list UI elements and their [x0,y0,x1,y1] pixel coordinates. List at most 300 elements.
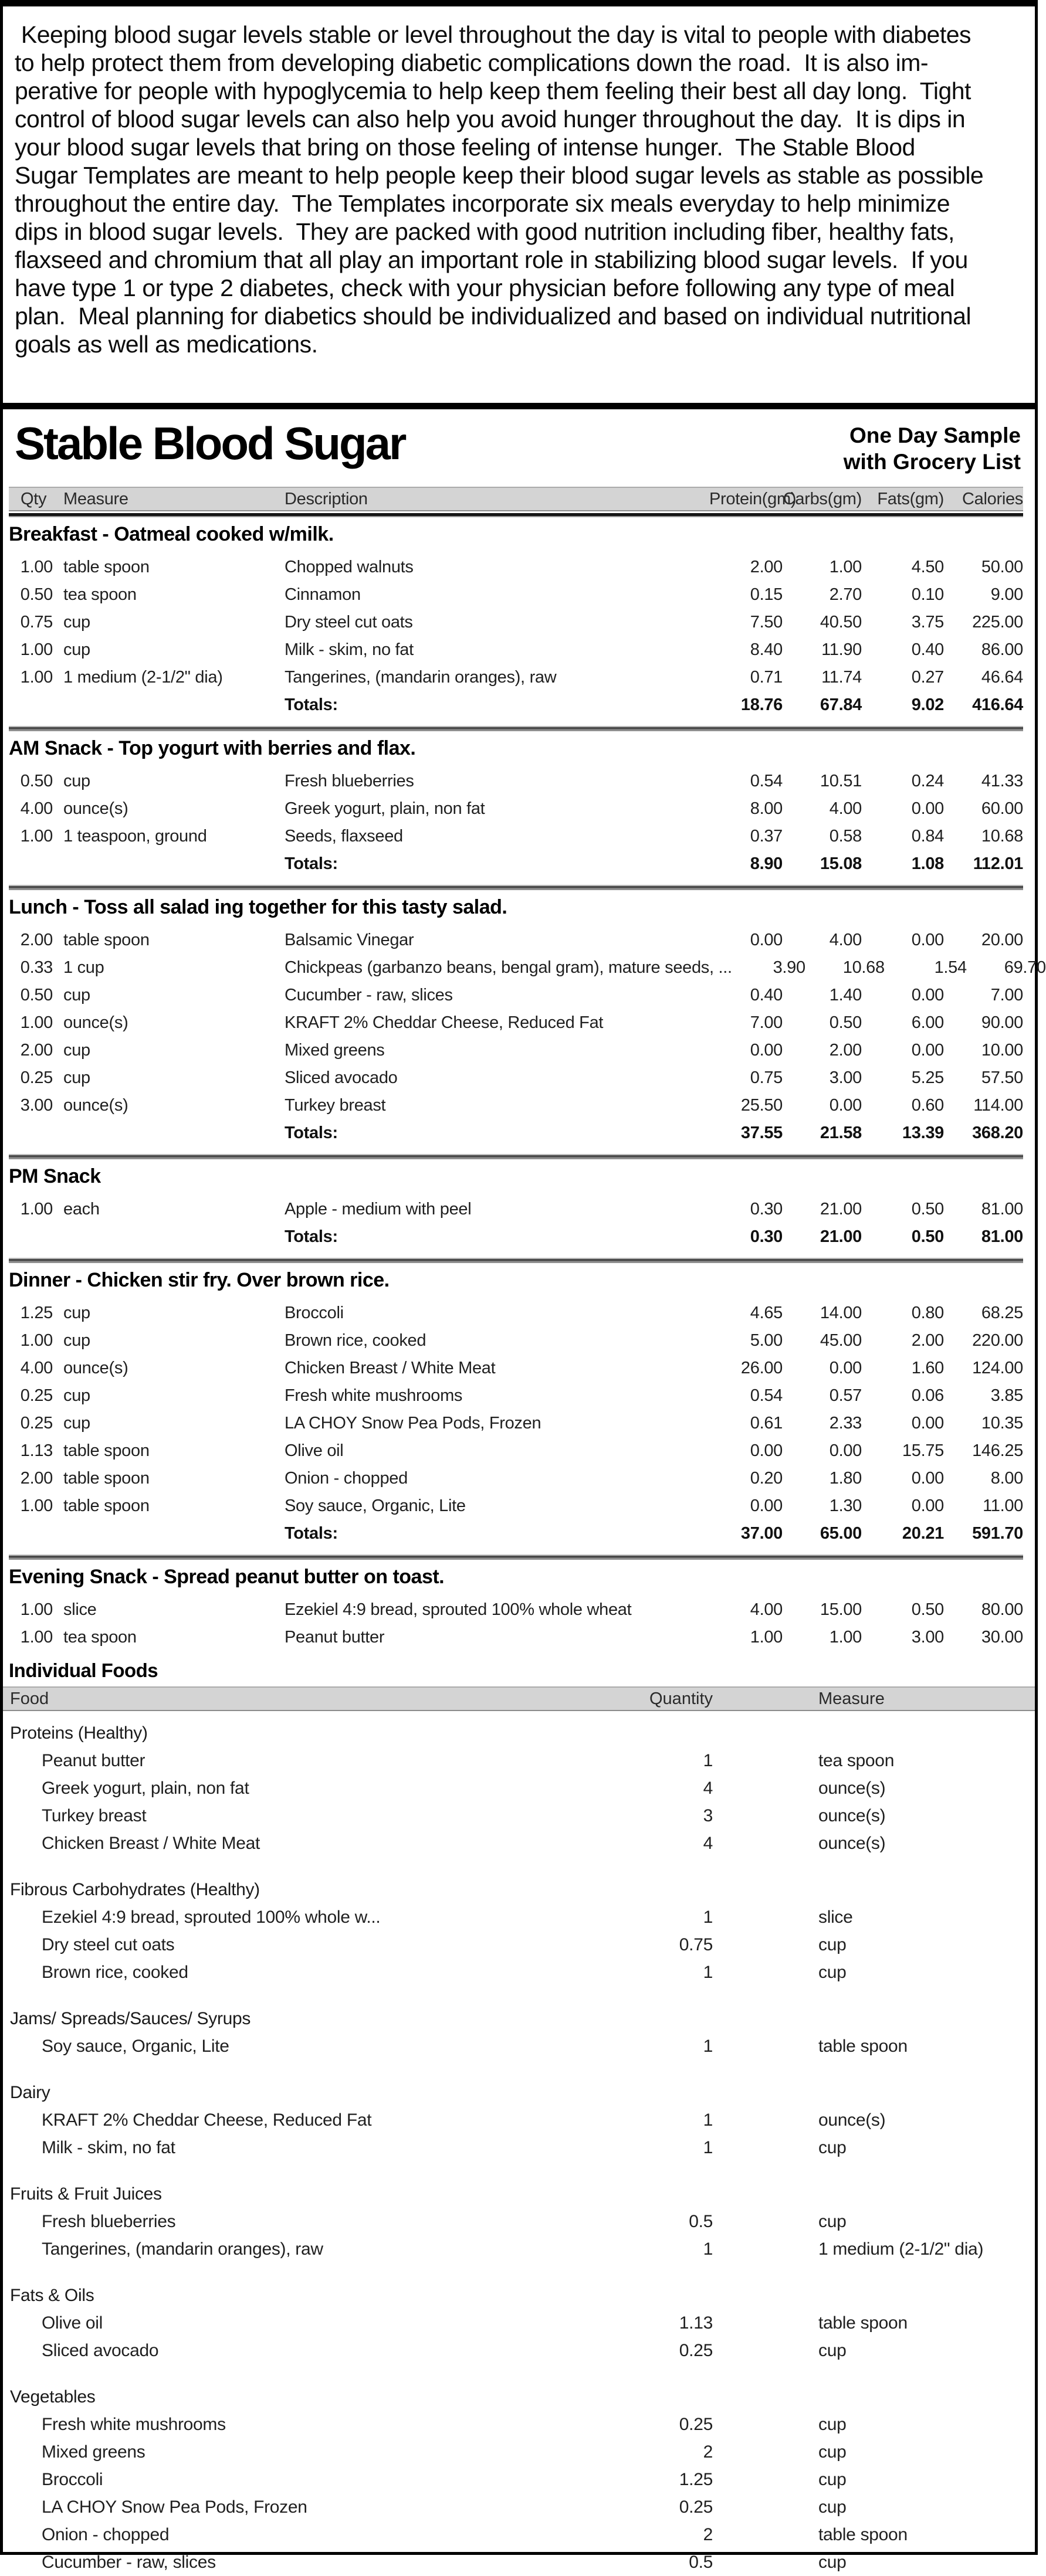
qty-cell: 4.00 [20,799,53,818]
measure-cell: table spoon [63,931,150,949]
protein-cell: 2.00 [750,558,783,576]
calories-cell: 90.00 [981,1013,1023,1032]
measure-cell: cup [818,2552,847,2572]
totals-calories: 368.20 [972,1124,1023,1142]
intro-line: perative for people with hypoglycemia to help keep them feeling their best all day long. Tight [15,77,971,104]
table-row [9,1596,1023,1624]
food-item-row [3,2235,1035,2263]
calories-cell: 3.85 [990,1386,1023,1405]
food-item-row [3,2134,1035,2161]
measure-cell: cup [818,1934,847,1954]
description-cell: Greek yogurt, plain, non fat [285,799,485,818]
description-cell: Fresh white mushrooms [285,1386,463,1405]
quantity-cell: 4 [703,1833,713,1853]
qty-cell: 0.75 [20,613,53,632]
column-header-calories: Calories [962,489,1023,508]
measure-cell: each [63,1200,100,1219]
protein-cell: 4.65 [750,1304,783,1322]
protein-cell: 0.00 [750,1441,783,1460]
calories-cell: 10.35 [981,1414,1023,1433]
carbs-cell: 0.00 [829,1096,862,1115]
table-row [9,581,1023,609]
intro-line: throughout the entire day. The Templates incorporate six meals everyday to help minimize [15,190,950,217]
table-row [9,1382,1023,1410]
fats-cell: 0.00 [911,931,944,949]
intro-line: goals as well as medications. [15,331,318,358]
protein-cell: 7.00 [750,1013,783,1032]
intro-line: have type 1 or type 2 diabetes, check with your physician before following any type of meal [15,274,955,301]
measure-cell: cup [63,986,90,1004]
protein-cell: 0.15 [750,585,783,604]
table-row [9,823,1023,850]
food-category-name: Fruits & Fruit Juices [10,2184,162,2204]
measure-cell: ounce(s) [63,1096,128,1115]
description-cell: Onion - chopped [285,1469,408,1488]
totals-row [9,1520,1023,1547]
totals-row [9,1119,1023,1147]
food-item-row [3,2106,1035,2134]
food-category-name: Fats & Oils [10,2285,94,2305]
protein-cell: 1.00 [750,1628,783,1647]
measure-cell: cup [818,2211,847,2231]
meal-section-rows [9,1299,1023,1547]
calories-cell: 41.33 [981,772,1023,790]
description-cell: Seeds, flaxseed [285,827,403,846]
quantity-cell: 1 [703,2239,713,2259]
table-row [9,1624,1023,1651]
individual-foods-table [3,1686,1035,2576]
food-cell: Fresh white mushrooms [42,2414,226,2434]
description-cell: Brown rice, cooked [285,1331,426,1350]
food-cell: Mixed greens [42,2442,145,2462]
table-row [9,1492,1023,1520]
food-category-name: Dairy [10,2082,50,2102]
food-category-name: Jams/ Spreads/Sauces/ Syrups [10,2008,251,2028]
quantity-cell: 0.25 [679,2340,713,2360]
meal-section-rows [9,768,1023,878]
table-row [9,795,1023,823]
measure-cell: ounce(s) [818,1778,886,1798]
description-cell: LA CHOY Snow Pea Pods, Frozen [285,1414,541,1433]
carbs-cell: 3.00 [829,1068,862,1087]
description-cell: Olive oil [285,1441,344,1460]
table-row [9,1437,1023,1465]
totals-label: Totals: [285,1124,338,1142]
totals-protein: 8.90 [750,854,783,873]
protein-cell: 0.61 [750,1414,783,1433]
measure-cell: cup [63,1414,90,1433]
quantity-cell: 3 [703,1805,713,1825]
carbs-cell: 14.00 [820,1304,862,1322]
table-row [9,982,1023,1009]
qty-cell: 1.00 [20,1600,53,1619]
description-cell: Sliced avocado [285,1068,398,1087]
food-item-row [3,1747,1035,1774]
table-row [9,768,1023,795]
description-cell: KRAFT 2% Cheddar Cheese, Reduced Fat [285,1013,604,1032]
food-category-name: Proteins (Healthy) [10,1723,148,1743]
totals-fats: 1.08 [911,854,944,873]
quantity-cell: 0.75 [679,1934,713,1954]
carbs-cell: 10.68 [842,958,885,977]
description-cell: Balsamic Vinegar [285,931,414,949]
qty-cell: 0.33 [20,958,53,977]
description-cell: Apple - medium with peel [285,1200,472,1219]
food-item-row [3,1959,1035,1986]
totals-protein: 37.55 [740,1124,783,1142]
column-header-description: Description [285,489,368,508]
qty-cell: 1.00 [20,827,53,846]
qty-cell: 2.00 [20,931,53,949]
measure-cell: ounce(s) [818,1805,886,1825]
section-divider [9,1258,1023,1263]
meal-table [3,487,1046,1651]
calories-cell: 124.00 [972,1359,1023,1377]
food-item-row [3,1903,1035,1931]
table-row [9,926,1023,954]
calories-cell: 60.00 [981,799,1023,818]
measure-cell: table spoon [818,2036,908,2056]
measure-cell: cup [63,772,90,790]
quantity-cell: 1 [703,1907,713,1927]
food-item-row [3,2548,1035,2576]
quantity-cell: 1 [703,1750,713,1770]
measure-cell: table spoon [818,2524,908,2544]
individual-foods-body [3,1719,1035,2576]
qty-cell: 2.00 [20,1041,53,1060]
totals-carbs: 21.58 [820,1124,862,1142]
meal-section-rows [9,1596,1023,1651]
food-item-row [3,1774,1035,1802]
totals-protein: 0.30 [750,1227,783,1246]
food-cell: Cucumber - raw, slices [42,2552,216,2572]
food-cell: Onion - chopped [42,2524,170,2544]
qty-cell: 1.13 [20,1441,53,1460]
fats-cell: 0.00 [911,986,944,1004]
measure-cell: cup [63,1386,90,1405]
page-subtitle [844,419,1021,475]
column-header-protein: Protein(gm) [709,489,797,508]
fats-cell: 0.84 [911,827,944,846]
qty-cell: 1.00 [20,640,53,659]
protein-cell: 5.00 [750,1331,783,1350]
protein-cell: 26.00 [740,1359,783,1377]
carbs-cell: 0.00 [829,1359,862,1377]
carbs-cell: 4.00 [829,931,862,949]
qty-cell: 1.00 [20,558,53,576]
description-cell: Tangerines, (mandarin oranges), raw [285,668,557,687]
table-row [9,554,1023,581]
meal-sections [9,523,1046,1651]
fats-cell: 0.24 [911,772,944,790]
measure-cell: cup [63,1331,90,1350]
quantity-cell: 1 [703,1962,713,1982]
measure-cell: slice [63,1600,97,1619]
intro-line: dips in blood sugar levels. They are packed with good nutrition including fiber, healthy fats, [15,218,954,245]
measure-cell: 1 teaspoon, ground [63,827,207,846]
description-cell: Chicken Breast / White Meat [285,1359,496,1377]
measure-cell: cup [63,1304,90,1322]
food-item-row [3,2411,1035,2438]
measure-cell: 1 medium (2-1/2" dia) [63,668,223,687]
calories-cell: 220.00 [972,1331,1023,1350]
food-item-row [3,1830,1035,1857]
title-row [3,409,1035,475]
qty-cell: 3.00 [20,1096,53,1115]
intro-line: plan. Meal planning for diabetics should be individualized and based on individual nutritional [15,303,971,330]
meal-section-title: AM Snack - Top yogurt with berries and flax. [9,737,416,759]
measure-cell: slice [818,1907,853,1927]
food-cell: Fresh blueberries [42,2211,176,2231]
measure-cell: cup [818,2442,847,2462]
measure-cell: table spoon [63,1496,150,1515]
protein-cell: 0.00 [750,931,783,949]
food-cell: Turkey breast [42,1805,147,1825]
protein-cell: 0.54 [750,772,783,790]
measure-cell: 1 medium (2-1/2" dia) [818,2239,984,2259]
description-cell: Cinnamon [285,585,361,604]
food-cell: Milk - skim, no fat [42,2137,175,2157]
qty-cell: 1.00 [20,1496,53,1515]
quantity-cell: 2 [703,2442,713,2462]
qty-cell: 0.50 [20,585,53,604]
measure-cell: tea spoon [818,1750,895,1770]
measure-cell: cup [818,2340,847,2360]
food-cell: Olive oil [42,2313,103,2333]
measure-cell: cup [818,1962,847,1982]
fats-cell: 0.06 [911,1386,944,1405]
individual-foods-header [3,1686,1035,1711]
totals-row [9,850,1023,878]
protein-cell: 7.50 [750,613,783,632]
table-row [9,664,1023,691]
intro-line: Sugar Templates are meant to help people keep their blood sugar levels as stable as possible [15,162,984,189]
totals-protein: 18.76 [740,695,783,714]
fats-cell: 3.00 [911,1628,944,1647]
fats-cell: 0.80 [911,1304,944,1322]
calories-cell: 20.00 [981,931,1023,949]
protein-cell: 0.37 [750,827,783,846]
food-cell: Dry steel cut oats [42,1934,175,1954]
intro-line: to help protect them from developing diabetic complications down the road. It is also im- [15,49,929,76]
fats-cell: 6.00 [911,1013,944,1032]
fats-cell: 0.40 [911,640,944,659]
table-row [9,1299,1023,1327]
totals-carbs: 67.84 [820,695,862,714]
calories-cell: 50.00 [981,558,1023,576]
totals-label: Totals: [285,854,338,873]
food-cell: Broccoli [42,2469,103,2489]
totals-label: Totals: [285,1524,338,1543]
quantity-cell: 1 [703,2036,713,2056]
quantity-cell: 1.13 [679,2313,713,2333]
description-cell: Cucumber - raw, slices [285,986,453,1004]
protein-cell: 0.30 [750,1200,783,1219]
description-cell: Chopped walnuts [285,558,414,576]
carbs-cell: 1.00 [829,1628,862,1647]
totals-calories: 416.64 [972,695,1023,714]
calories-cell: 225.00 [972,613,1023,632]
meal-table-header [9,487,1023,511]
totals-fats: 9.02 [911,695,944,714]
carbs-cell: 1.30 [829,1496,862,1515]
section-divider [9,885,1023,890]
meal-section-rows [9,554,1023,719]
calories-cell: 81.00 [981,1200,1023,1219]
qty-cell: 1.25 [20,1304,53,1322]
intro-paragraph [3,6,1035,358]
intro-line: your blood sugar levels that bring on those feeling of intense hunger. The Stable Blood [15,134,915,161]
carbs-cell: 1.80 [829,1469,862,1488]
fats-cell: 0.60 [911,1096,944,1115]
food-item-row [3,2337,1035,2364]
calories-cell: 10.00 [981,1041,1023,1060]
fats-cell: 0.00 [911,1469,944,1488]
measure-cell: table spoon [63,558,150,576]
qty-cell: 1.00 [20,1200,53,1219]
table-row [9,954,1046,982]
food-item-row [3,1931,1035,1959]
calories-cell: 86.00 [981,640,1023,659]
carbs-cell: 45.00 [820,1331,862,1350]
table-row [9,1196,1023,1223]
quantity-cell: 0.25 [679,2497,713,2517]
calories-cell: 10.68 [981,827,1023,846]
description-cell: Milk - skim, no fat [285,640,414,659]
qty-cell: 0.50 [20,772,53,790]
protein-cell: 3.90 [773,958,805,977]
calories-cell: 46.64 [981,668,1023,687]
header-underline [9,513,1023,517]
qty-cell: 1.00 [20,1331,53,1350]
fats-cell: 3.75 [911,613,944,632]
meal-section-title: Evening Snack - Spread peanut butter on toast. [9,1566,445,1588]
food-category-name: Fibrous Carbohydrates (Healthy) [10,1879,260,1899]
calories-cell: 9.00 [990,585,1023,604]
measure-cell: ounce(s) [63,1359,128,1377]
protein-cell: 0.75 [750,1068,783,1087]
meal-section-title: PM Snack [9,1165,101,1187]
food-item-row [3,2466,1035,2493]
table-row [9,1410,1023,1437]
top-divider [3,403,1035,409]
qty-cell: 0.25 [20,1386,53,1405]
fats-cell: 2.00 [911,1331,944,1350]
fats-cell: 0.00 [911,799,944,818]
carbs-cell: 40.50 [820,613,862,632]
carbs-cell: 2.70 [829,585,862,604]
protein-cell: 8.00 [750,799,783,818]
measure-cell: cup [818,2137,847,2157]
carbs-cell: 1.40 [829,986,862,1004]
quantity-cell: 1.25 [679,2469,713,2489]
subtitle-line-2: with Grocery List [843,450,1021,474]
measure-cell: ounce(s) [63,799,128,818]
food-cell: Ezekiel 4:9 bread, sprouted 100% whole w... [42,1907,381,1927]
description-cell: Mixed greens [285,1041,385,1060]
column-header-qty: Qty [21,489,47,508]
food-item-row [3,1802,1035,1830]
totals-carbs: 65.00 [820,1524,862,1543]
protein-cell: 8.40 [750,640,783,659]
food-cell: LA CHOY Snow Pea Pods, Frozen [42,2497,307,2517]
measure-cell: cup [63,613,90,632]
fats-cell: 5.25 [911,1068,944,1087]
quantity-cell: 0.5 [689,2552,713,2572]
totals-label: Totals: [285,1227,338,1246]
fats-cell: 0.00 [911,1041,944,1060]
section-divider [9,726,1023,731]
food-item-row [3,2521,1035,2548]
measure-cell: cup [818,2414,847,2434]
calories-cell: 68.25 [981,1304,1023,1322]
carbs-cell: 0.57 [829,1386,862,1405]
food-cell: Chicken Breast / White Meat [42,1833,260,1853]
quantity-cell: 2 [703,2524,713,2544]
carbs-cell: 4.00 [829,799,862,818]
table-row [9,636,1023,664]
table-row [9,1355,1023,1382]
section-divider [9,1154,1023,1159]
fats-cell: 0.50 [911,1200,944,1219]
measure-cell: ounce(s) [818,2110,886,2130]
calories-cell: 146.25 [972,1441,1023,1460]
carbs-cell: 21.00 [820,1200,862,1219]
fats-cell: 15.75 [902,1441,944,1460]
page-title: Stable Blood Sugar [15,418,405,469]
qty-cell: 4.00 [20,1359,53,1377]
food-cell: Brown rice, cooked [42,1962,188,1982]
column-header-measure: Measure [63,489,128,508]
measure-cell: cup [63,640,90,659]
totals-fats: 0.50 [911,1227,944,1246]
qty-cell: 0.25 [20,1068,53,1087]
qty-cell: 0.50 [20,986,53,1004]
fats-cell: 1.54 [934,958,967,977]
totals-protein: 37.00 [740,1524,783,1543]
measure-cell: tea spoon [63,585,137,604]
carbs-cell: 11.74 [821,668,862,687]
qty-cell: 1.00 [20,1013,53,1032]
column-header-fats: Fats(gm) [877,489,944,508]
fats-cell: 0.50 [911,1600,944,1619]
fats-cell: 1.60 [911,1359,944,1377]
protein-cell: 0.00 [750,1496,783,1515]
meal-section-rows [9,1196,1023,1251]
calories-cell: 30.00 [981,1628,1023,1647]
totals-calories: 81.00 [981,1227,1023,1246]
description-cell: Soy sauce, Organic, Lite [285,1496,466,1515]
food-cell: Peanut butter [42,1750,145,1770]
carbs-cell: 0.00 [829,1441,862,1460]
meal-section-title: Lunch - Toss all salad ing together for this tasty salad. [9,896,507,918]
fats-cell: 0.00 [911,1496,944,1515]
intro-line: control of blood sugar levels can also help you avoid hunger throughout the day. It is dips in [15,106,966,133]
description-cell: Fresh blueberries [285,772,414,790]
food-item-row [3,2032,1035,2060]
quantity-cell: 1 [703,2110,713,2130]
measure-cell: 1 cup [63,958,104,977]
measure-cell: cup [63,1068,90,1087]
measure-cell: table spoon [63,1441,150,1460]
protein-cell: 0.00 [750,1041,783,1060]
calories-cell: 57.50 [981,1068,1023,1087]
totals-calories: 591.70 [972,1524,1023,1543]
protein-cell: 4.00 [750,1600,783,1619]
measure-cell: ounce(s) [818,1833,886,1853]
totals-label: Totals: [285,695,338,714]
calories-cell: 11.00 [983,1496,1023,1515]
